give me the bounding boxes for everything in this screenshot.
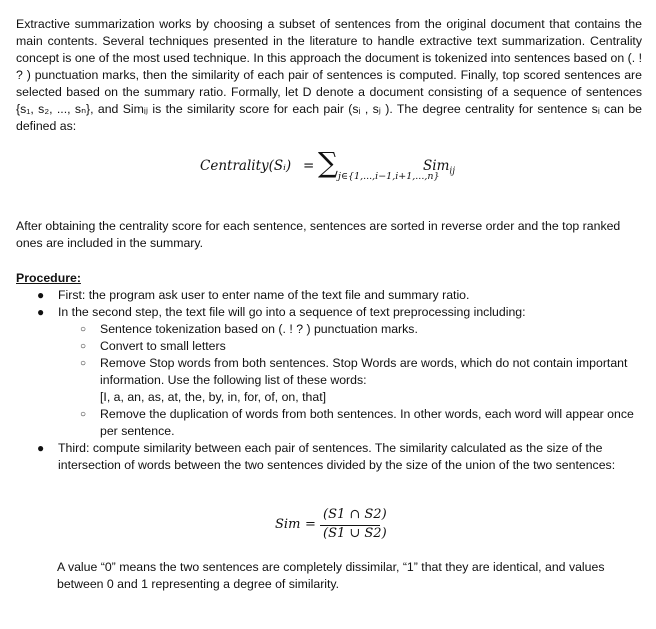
list-item-text: First: the program ask user to enter name of the text file and summary ratio. [58, 288, 470, 302]
sub-list-item [0, 338, 656, 355]
bullet-dot-icon: ● [37, 441, 45, 455]
centrality-formula-equals: = [303, 158, 315, 174]
after-paragraph: After obtaining the centrality score for each sentence, sentences are sorted in reverse order and the top ranked ones are included in the summary. [16, 219, 621, 250]
list-item [0, 287, 656, 304]
similarity-denominator: (S1 ∪ S2) [323, 526, 387, 541]
sub-list-item-text: Convert to small letters [100, 339, 226, 353]
similarity-term-main: Sim [423, 158, 450, 174]
centrality-formula [200, 146, 520, 195]
list-item-text: In the second step, the text file will go into a sequence of text preprocessing including: [58, 305, 526, 319]
similarity-formula-lhs: Sim [275, 517, 301, 532]
bullet-circle-icon: ○ [80, 409, 87, 420]
similarity-term-sub: ij [449, 166, 456, 177]
bullet-circle-icon: ○ [80, 324, 87, 335]
sub-list-item-text: Remove the duplication of words from both sentences. In other words, each word will appear once per sentence. [100, 407, 634, 438]
bullet-circle-icon: ○ [80, 358, 87, 369]
sub-list-item [0, 406, 656, 440]
bullet-circle-icon: ○ [80, 341, 87, 352]
bullet-dot-icon: ● [37, 288, 45, 302]
similarity-formula-equals: = [305, 517, 316, 532]
procedure-list [0, 287, 656, 474]
sub-list-item-text: Remove Stop words from both sentences. Stop Words are words, which do not contain important information. Use the following list of these words: [100, 356, 628, 387]
centrality-formula-lhs: Centrality(Sᵢ) [200, 158, 292, 174]
summation-subscript: j∈{1,...,i−1,i+1,...,n} [338, 171, 440, 182]
final-paragraph: A value “0” means the two sentences are completely dissimilar, “1” that they are identical, and values between 0 and 1 representing a degree of similarity. [57, 560, 605, 591]
summation-symbol: ∑ [318, 146, 338, 179]
similarity-formula [275, 507, 395, 547]
intro-paragraph: Extractive summarization works by choosing a subset of sentences from the original document that contains the main contents. Several techniques presented in the literature to handle extractive text summarization. Centrality concept is one of the most used technique. In this approach the document is tokenized into sentences based on (. ! ? ) punctuation marks, then the similarity of each pair of sentences is computed. Finally, top scored sentences are selected based on the summary ratio. Formally, let D denote a document consisting of a sequence of sentences {s₁, s₂, ..., sₙ}, and Simᵢⱼ is the similarity score for each pair (sᵢ , sⱼ ). The degree centrality for sentence sᵢ can be defined as: [16, 17, 642, 133]
list-item-text: Third: compute similarity between each pair of sentences. The similarity calculated as the size of the intersection of words between the two sentences divided by the size of the union of the two sentences: [58, 441, 616, 472]
list-item [0, 440, 656, 474]
similarity-numerator: (S1 ∩ S2) [323, 507, 387, 522]
bullet-dot-icon: ● [37, 305, 45, 319]
procedure-title: Procedure: [16, 271, 81, 285]
list-item [0, 304, 656, 321]
similarity-term [423, 158, 455, 177]
sub-list-item [0, 321, 656, 338]
sub-list-item [0, 355, 656, 406]
sub-list-item-text: Sentence tokenization based on (. ! ? ) punctuation marks. [100, 322, 418, 336]
stop-words-list: [I, a, an, as, at, the, by, in, for, of, on, that] [100, 390, 327, 404]
